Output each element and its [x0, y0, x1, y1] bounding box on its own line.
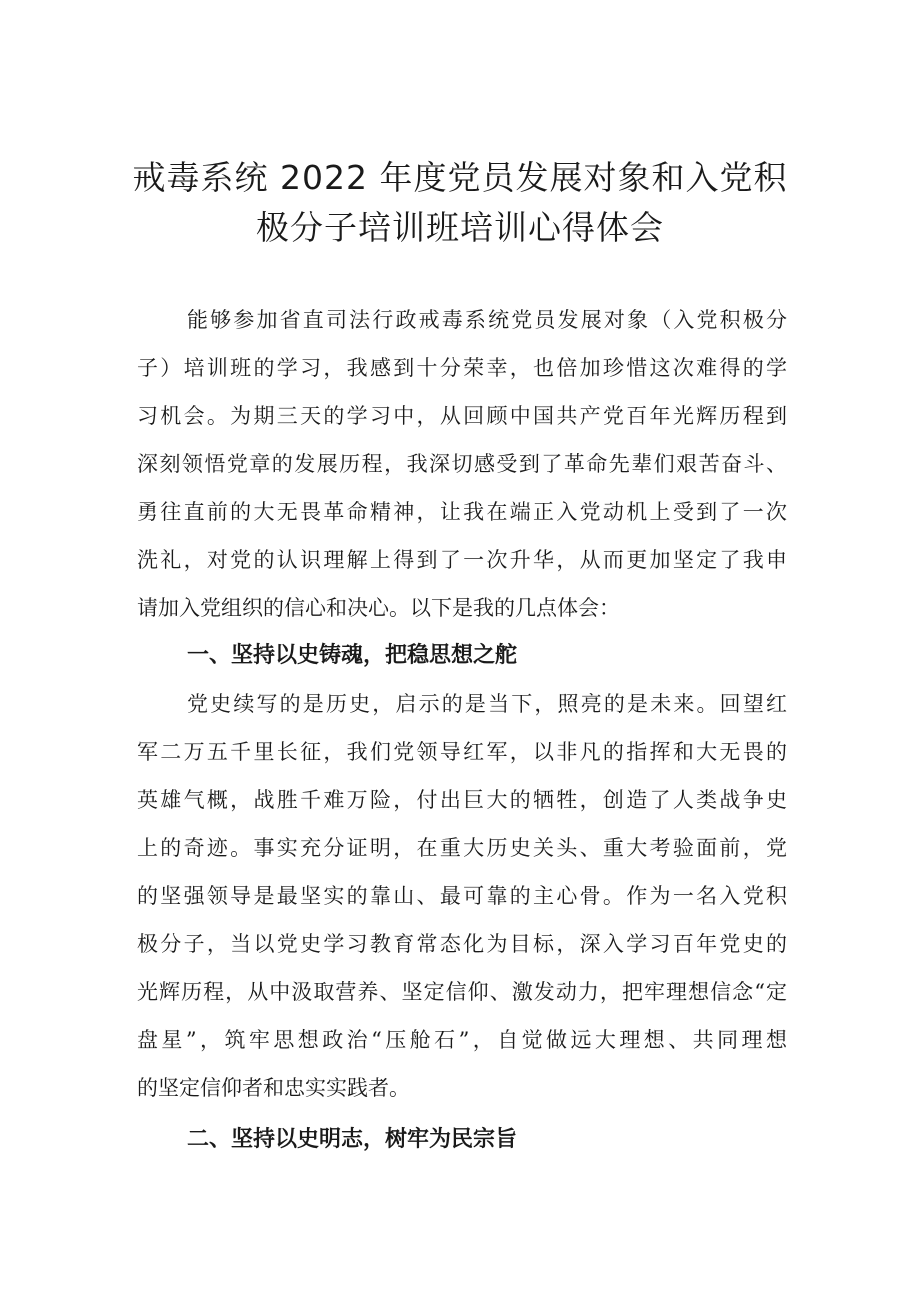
- intro-line: 深刻领悟党章的发展历程，我深切感受到了革命先辈们艰苦奋斗、: [137, 452, 787, 476]
- intro-line: 能够参加省直司法行政戒毒系统党员发展对象（入党积极分: [187, 308, 787, 332]
- section-1-line: 军二万五千里长征，我们党领导红军，以非凡的指挥和大无畏的: [137, 740, 787, 764]
- section-1-heading: 一、坚持以史铸魂，把稳思想之舵: [187, 643, 518, 668]
- section-1-line: 极分子，当以党史学习教育常态化为目标，深入学习百年党史的: [137, 932, 787, 956]
- intro-line: 请加入党组织的信心和决心。以下是我的几点体会：: [137, 596, 620, 620]
- document-title-line-2: 极分子培训班培训心得体会: [256, 208, 664, 247]
- document-title-line-1: 戒毒系统 2022 年度党员发展对象和入党积: [132, 158, 788, 197]
- section-1-line: 党史续写的是历史，启示的是当下，照亮的是未来。回望红: [187, 692, 787, 716]
- section-2-heading: 二、坚持以史明志，树牢为民宗旨: [187, 1127, 518, 1152]
- section-1-line: 光辉历程，从中汲取营养、坚定信仰、激发动力，把牢理想信念“定: [137, 980, 787, 1004]
- section-1-line: 的坚强领导是最坚实的靠山、最可靠的主心骨。作为一名入党积: [137, 884, 787, 908]
- section-1-line: 的坚定信仰者和忠实实践者。: [137, 1076, 410, 1100]
- intro-line: 子）培训班的学习，我感到十分荣幸，也倍加珍惜这次难得的学: [137, 356, 787, 380]
- section-1-line: 上的奇迹。事实充分证明，在重大历史关头、重大考验面前，党: [137, 836, 787, 860]
- section-1-line: 英雄气概，战胜千难万险，付出巨大的牺牲，创造了人类战争史: [137, 788, 787, 812]
- intro-line: 勇往直前的大无畏革命精神，让我在端正入党动机上受到了一次: [137, 500, 787, 524]
- intro-line: 习机会。为期三天的学习中，从回顾中国共产党百年光辉历程到: [137, 404, 787, 428]
- intro-line: 洗礼，对党的认识理解上得到了一次升华，从而更加坚定了我申: [137, 548, 787, 572]
- section-1-line: 盘星”，筑牢思想政治“压舱石”，自觉做远大理想、共同理想: [137, 1028, 787, 1052]
